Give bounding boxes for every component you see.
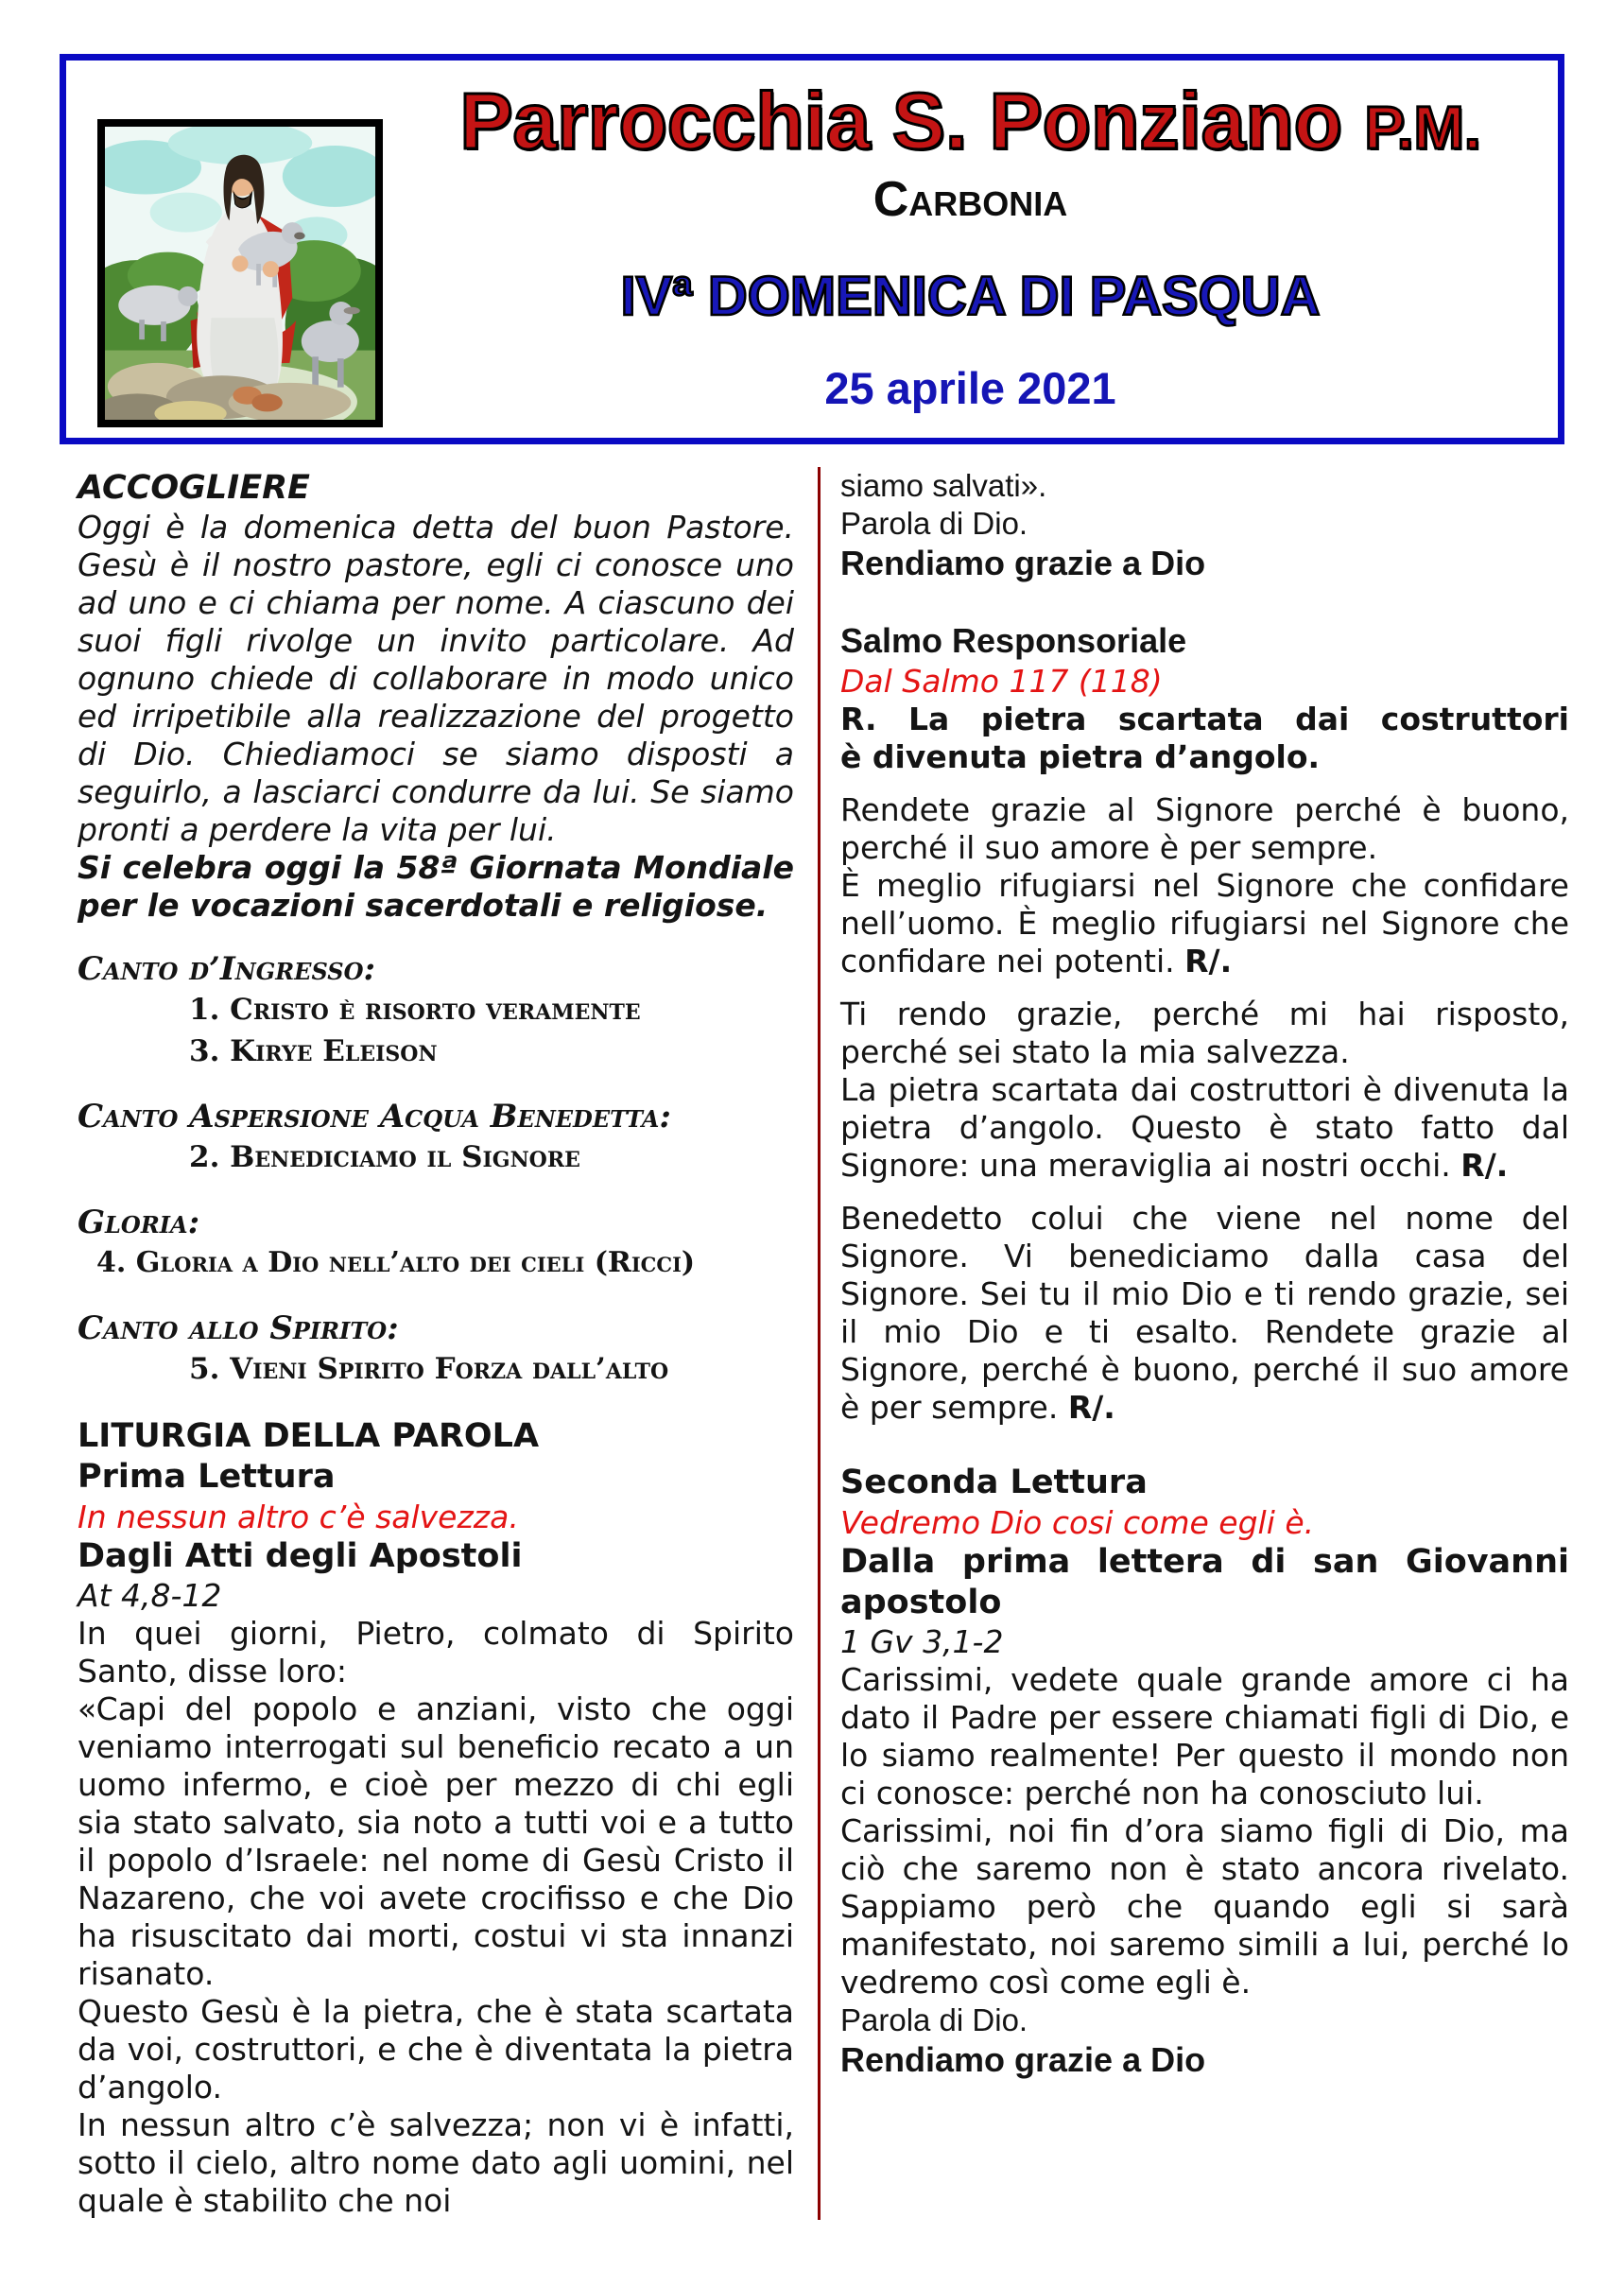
- prima-lettura-note: In nessun altro c’è salvezza.: [78, 1499, 519, 1535]
- psalm-verse-text: Benedetto colui che viene nel nome del Signore. Vi benediciamo dalla casa del Signore. Sei tu il mio Dio e ti rendo grazie, sei il mio Dio e ti esalto. Rendete grazie al Signore, perché è buono, perché il suo amore è per sempre.: [840, 1200, 1569, 1426]
- canto-item: 1. Cristo è risorto veramente: [189, 993, 641, 1027]
- parola-di-dio: Parola di Dio.: [840, 2002, 1028, 2037]
- canto-spirito-label: Canto allo Spirito:: [78, 1309, 399, 1347]
- column-divider: [818, 467, 821, 2220]
- header-titles: [383, 61, 1558, 438]
- prima-lettura-reference: At 4,8-12: [78, 1577, 222, 1614]
- salmo-heading: Salmo Responsoriale: [840, 621, 1187, 660]
- accogliere-heading: ACCOGLIERE: [78, 469, 310, 507]
- parola-di-dio: Parola di Dio.: [840, 506, 1028, 541]
- psalm-verse: Rendete grazie al Signore perché è buono, perché il suo amore è per sempre.: [840, 791, 1569, 866]
- two-column-body: [78, 467, 1569, 2220]
- reading-paragraph: In nessun altro c’è salvezza; non vi è infatti, sotto il cielo, altro nome dato agli uomini, nel quale è stabilito che noi: [78, 2106, 794, 2219]
- canto-item: 2. Benediciamo il Signore: [189, 1140, 580, 1174]
- canto-ingresso-label: Canto d’Ingresso:: [78, 950, 376, 988]
- reading-paragraph: Carissimi, noi fin d’ora siamo figli di Dio, ma ciò che saremo non è stato ancora rivelato. Sappiamo però che quando egli si sarà manifestato, noi saremo simili a lui, perché lo vedremo così come egli è.: [840, 1812, 1569, 2001]
- psalm-verse: Ti rendo grazie, perché mi hai risposto,: [840, 996, 1569, 1032]
- prima-lettura-source: Dagli Atti degli Apostoli: [78, 1537, 523, 1575]
- prima-lettura-heading: Prima Lettura: [78, 1458, 336, 1496]
- good-shepherd-illustration: [105, 127, 375, 420]
- canto-aspersione-label: Canto Aspersione Acqua Benedetta:: [78, 1098, 671, 1135]
- canto-item: 4. Gloria a Dio nell’alto dei cieli (Ricci): [96, 1246, 696, 1279]
- right-column: [840, 467, 1569, 2220]
- good-shepherd-image: [97, 119, 383, 427]
- reading-continuation: siamo salvati».: [840, 468, 1047, 503]
- intro-paragraph: Oggi è la domenica detta del buon Pastore. Gesù è il nostro pastore, egli ci conosce uno ad uno e ci chiama per nome. A ciascuno dei suoi figli rivolge un invito particolare. Ad ognuno chiede di collaborare in modo unico ed irripetibile alla realizzazione del progetto di Dio. Chiediamoci se siamo disposti a seguirlo, a lasciarci condurre da lui. Se siamo pronti a perdere la vita per lui.: [78, 509, 794, 848]
- rendiamo-grazie: Rendiamo grazie a Dio: [840, 544, 1206, 582]
- seconda-lettura-source: apostolo: [840, 1584, 1002, 1621]
- liturgia-heading: LITURGIA DELLA PAROLA: [78, 1417, 540, 1455]
- psalm-verse: [840, 867, 1569, 980]
- seconda-lettura-note: Vedremo Dio cosi come egli è.: [840, 1504, 1315, 1541]
- reading-paragraph: Questo Gesù è la pietra, che è stata scartata da voi, costruttori, e che è diventata la pietra d’angolo.: [78, 1993, 794, 2105]
- intro-bold-line: Si celebra oggi la 58ª Giornata Mondiale: [78, 849, 794, 886]
- psalm-verse: [840, 1071, 1569, 1185]
- seconda-lettura-reference: 1 Gv 3,1-2: [840, 1623, 1004, 1660]
- intro-bold-line: per le vocazioni sacerdotali e religiose.: [78, 887, 769, 924]
- salmo-reference: Dal Salmo 117 (118): [840, 663, 1163, 700]
- psalm-verse-text: È meglio rifugiarsi nel Signore che confidare nell’uomo. È meglio rifugiarsi nel Signore che confidare nei potenti.: [840, 867, 1569, 979]
- date-title: 25 aprile 2021: [824, 363, 1116, 413]
- parish-title: [383, 76, 1558, 173]
- canto-item: 5. Vieni Spirito Forza dall’alto: [189, 1352, 669, 1386]
- responsory-line: R. La pietra scartata dai costruttori: [840, 701, 1569, 737]
- header-box: [60, 54, 1564, 444]
- reading-paragraph: In quei giorni, Pietro, colmato di Spirito Santo, disse loro:: [78, 1615, 794, 1690]
- feast-title: IVª DOMENICA DI PASQUA: [620, 266, 1321, 327]
- canto-item: 3. Kirye Eleison: [189, 1034, 438, 1068]
- gloria-label: Gloria:: [78, 1204, 200, 1241]
- response-mark: R/.: [1460, 1147, 1509, 1184]
- parish-title-text: Parrocchia S. Ponziano: [459, 77, 1342, 165]
- psalm-verse: [840, 1200, 1569, 1427]
- parish-title-suffix: P.M.: [1364, 94, 1481, 162]
- responsory-line: è divenuta pietra d’angolo.: [840, 738, 1321, 775]
- psalm-verse: perché sei stato la mia salvezza.: [840, 1033, 1350, 1070]
- seconda-lettura-source: Dalla prima lettera di san Giovanni: [840, 1543, 1569, 1581]
- response-mark: R/.: [1184, 943, 1233, 979]
- response-mark: R/.: [1067, 1389, 1115, 1426]
- reading-paragraph: Carissimi, vedete quale grande amore ci ha dato il Padre per essere chiamati figli di Dio, e lo siamo realmente! Per questo il mondo non ci conosce: perché non ha conosciuto lui.: [840, 1661, 1569, 1811]
- reading-paragraph: «Capi del popolo e anziani, visto che oggi veniamo interrogati sul beneficio recato a un uomo infermo, e cioè per mezzo di chi egli sia stato salvato, sia noto a tutti voi e a tutto il popolo d’Israele: nel nome di Gesù Cristo il Nazareno, che voi avete crocifisso e che Dio ha risuscitato dai morti, costui vi sta innanzi risanato.: [78, 1690, 794, 1992]
- psalm-verse-text: La pietra scartata dai costruttori è divenuta la pietra d’angolo. Questo è stato fatto dal Signore: una meraviglia ai nostri occhi.: [840, 1071, 1569, 1184]
- city-title: Carbonia: [872, 172, 1068, 227]
- seconda-lettura-heading: Seconda Lettura: [840, 1464, 1148, 1501]
- left-column: [78, 467, 794, 2220]
- rendiamo-grazie: Rendiamo grazie a Dio: [840, 2040, 1206, 2079]
